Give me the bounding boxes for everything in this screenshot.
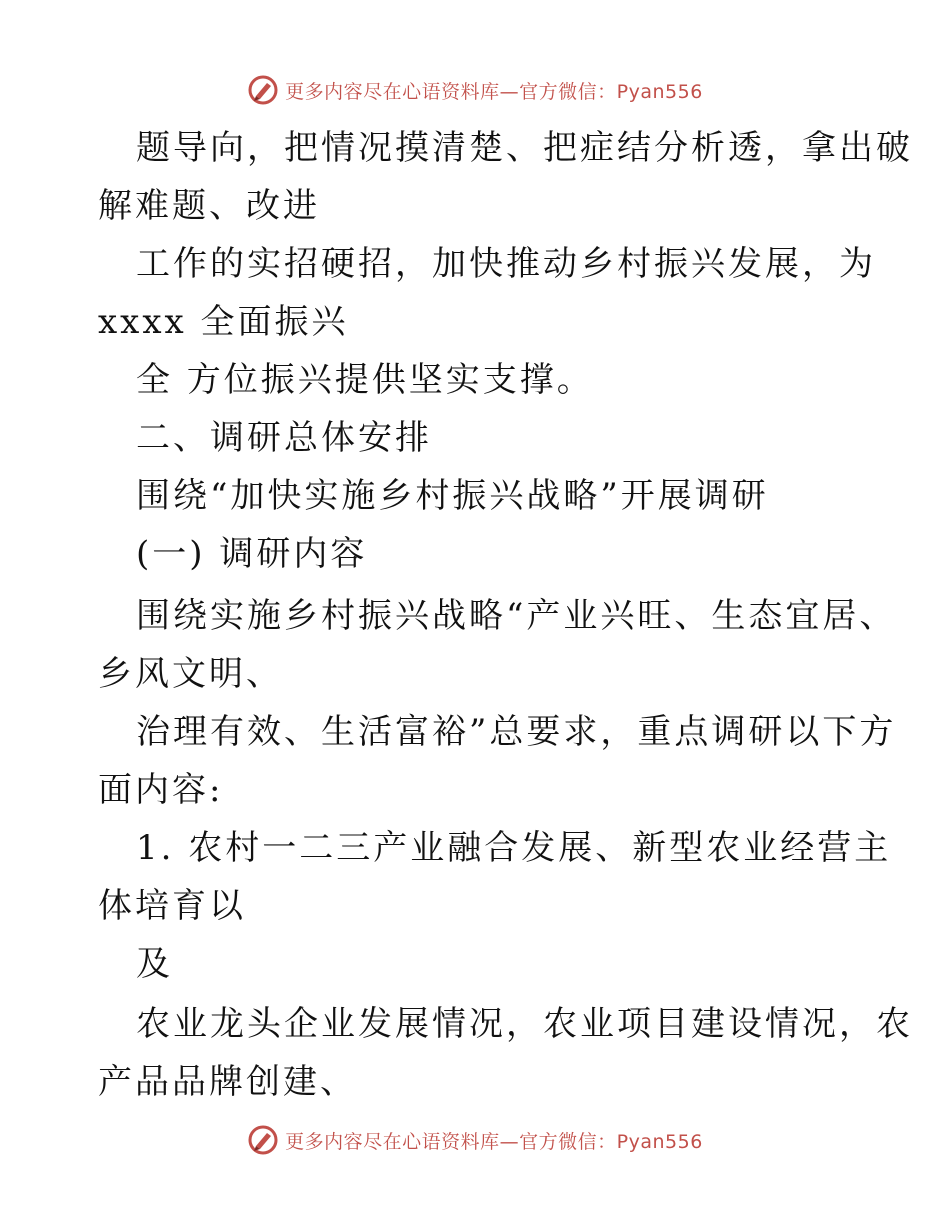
pen-seal-logo-icon	[247, 1124, 279, 1156]
paragraph-line: 围绕实施乡村振兴战略“产业兴旺、生态宜居、	[136, 596, 897, 636]
paragraph-line: 面内容:	[98, 770, 224, 810]
watermark-text: 更多内容尽在心语资料库—官方微信：Pyan556	[285, 80, 703, 103]
subsection-heading: (一) 调研内容	[136, 534, 368, 574]
paragraph-line: 体培育以	[98, 886, 246, 926]
footer-watermark	[0, 1120, 950, 1160]
paragraph-line: 乡风文明、	[98, 654, 283, 694]
paragraph-line: 解难题、改进	[98, 186, 320, 226]
paragraph-line: 全 方位振兴提供坚实支撑。	[136, 360, 594, 400]
paragraph-line: 围绕“加快实施乡村振兴战略”开展调研	[136, 476, 769, 516]
paragraph-line: xxxx 全面振兴	[98, 302, 349, 342]
watermark-text: 更多内容尽在心语资料库—官方微信：Pyan556	[285, 1130, 703, 1153]
paragraph-line: 治理有效、生活富裕”总要求，重点调研以下方	[136, 712, 897, 752]
paragraph-line: 农业龙头企业发展情况，农业项目建设情况，农	[136, 1004, 913, 1044]
paragraph-line: 题导向，把情况摸清楚、把症结分析透，拿出破	[136, 128, 913, 168]
paragraph-line: 工作的实招硬招，加快推动乡村振兴发展，为	[136, 244, 876, 284]
paragraph-line: 及	[136, 944, 173, 984]
section-heading: 二、调研总体安排	[136, 418, 432, 458]
paragraph-line: 产品品牌创建、	[98, 1062, 357, 1102]
list-item-line: 1. 农村一二三产业融合发展、新型农业经营主	[136, 828, 892, 868]
